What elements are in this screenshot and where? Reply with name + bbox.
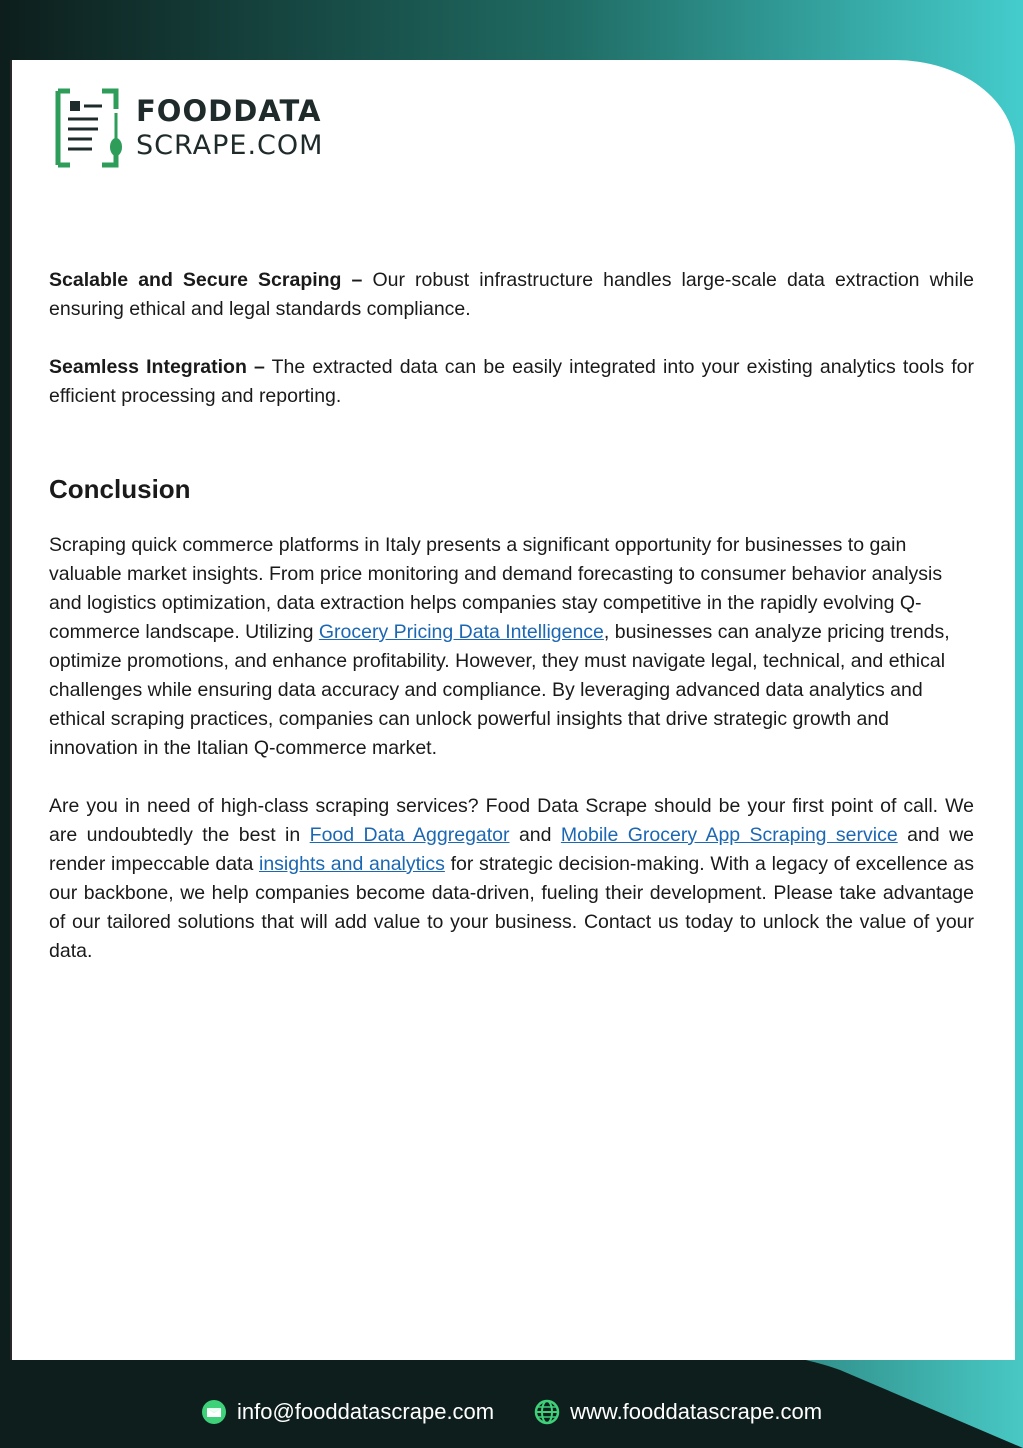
globe-icon <box>534 1399 560 1425</box>
menu-spoon-icon <box>52 87 124 169</box>
feature-title: Seamless Integration – <box>49 356 265 378</box>
cta-paragraph <box>49 792 974 966</box>
paragraph-text: and we render impeccable data <box>49 824 974 875</box>
paragraph-text: for strategic decision-making. With a legacy of excellence as our backbone, we help companies become data-driven, fueling their development. Please take advantage of our tailored solutions that will add value to your business. Contact us today to unlock the value of your data. <box>49 853 974 962</box>
link-food-data-aggregator[interactable]: Food Data Aggregator <box>309 824 510 846</box>
feature-title: Scalable and Secure Scraping – <box>49 269 363 291</box>
section-heading-conclusion: Conclusion <box>49 474 191 504</box>
footer-website[interactable] <box>534 1399 822 1425</box>
link-insights-analytics[interactable]: insights and analytics <box>259 853 445 875</box>
feature-scalable <box>49 266 974 324</box>
footer-email[interactable] <box>201 1399 494 1425</box>
logo-text-line1: FOODDATA <box>136 93 322 128</box>
conclusion-paragraph <box>49 531 974 763</box>
link-grocery-pricing[interactable]: Grocery Pricing Data Intelligence <box>318 621 604 643</box>
logo <box>52 85 323 170</box>
paragraph-text: Scraping quick commerce platforms in Italy presents a significant opportunity for businesses to gain valuable market insights. From price monitoring and demand forecasting to consumer behavior analysis and logistics optimization, data extraction helps companies stay competitive in the rapidly evolving Q-commerce landscape. Utilizing <box>49 534 943 643</box>
footer-website-text[interactable]: www.fooddatascrape.com <box>570 1399 823 1424</box>
document-body <box>49 266 974 966</box>
feature-text: Our robust infrastructure handles large-scale data extraction while ensuring ethical and legal standards compliance. <box>49 269 975 320</box>
mail-icon <box>201 1399 227 1425</box>
logo-text-line2: SCRAPE.COM <box>136 129 324 161</box>
footer-email-text[interactable]: info@fooddatascrape.com <box>236 1399 495 1424</box>
paragraph-text: Are you in need of high-class scraping services? Food Data Scrape should be your first point of call. We are undoubtedly the best in <box>49 795 974 846</box>
paragraph-text: , businesses can analyze pricing trends, optimize promotions, and enhance profitability. However, they must navigate legal, technical, and ethical challenges while ensuring data accuracy and compliance. By leveraging advanced data analytics and ethical scraping practices, companies can unlock powerful insights that drive strategic growth and innovation in the Italian Q-commerce market. <box>49 621 950 759</box>
footer <box>0 1392 1023 1432</box>
paragraph-text: and <box>509 824 561 846</box>
feature-integration <box>49 353 974 411</box>
feature-text: The extracted data can be easily integrated into your existing analytics tools for efficient processing and reporting. <box>49 356 974 407</box>
link-mobile-grocery-app-scraping[interactable]: Mobile Grocery App Scraping service <box>560 824 898 846</box>
